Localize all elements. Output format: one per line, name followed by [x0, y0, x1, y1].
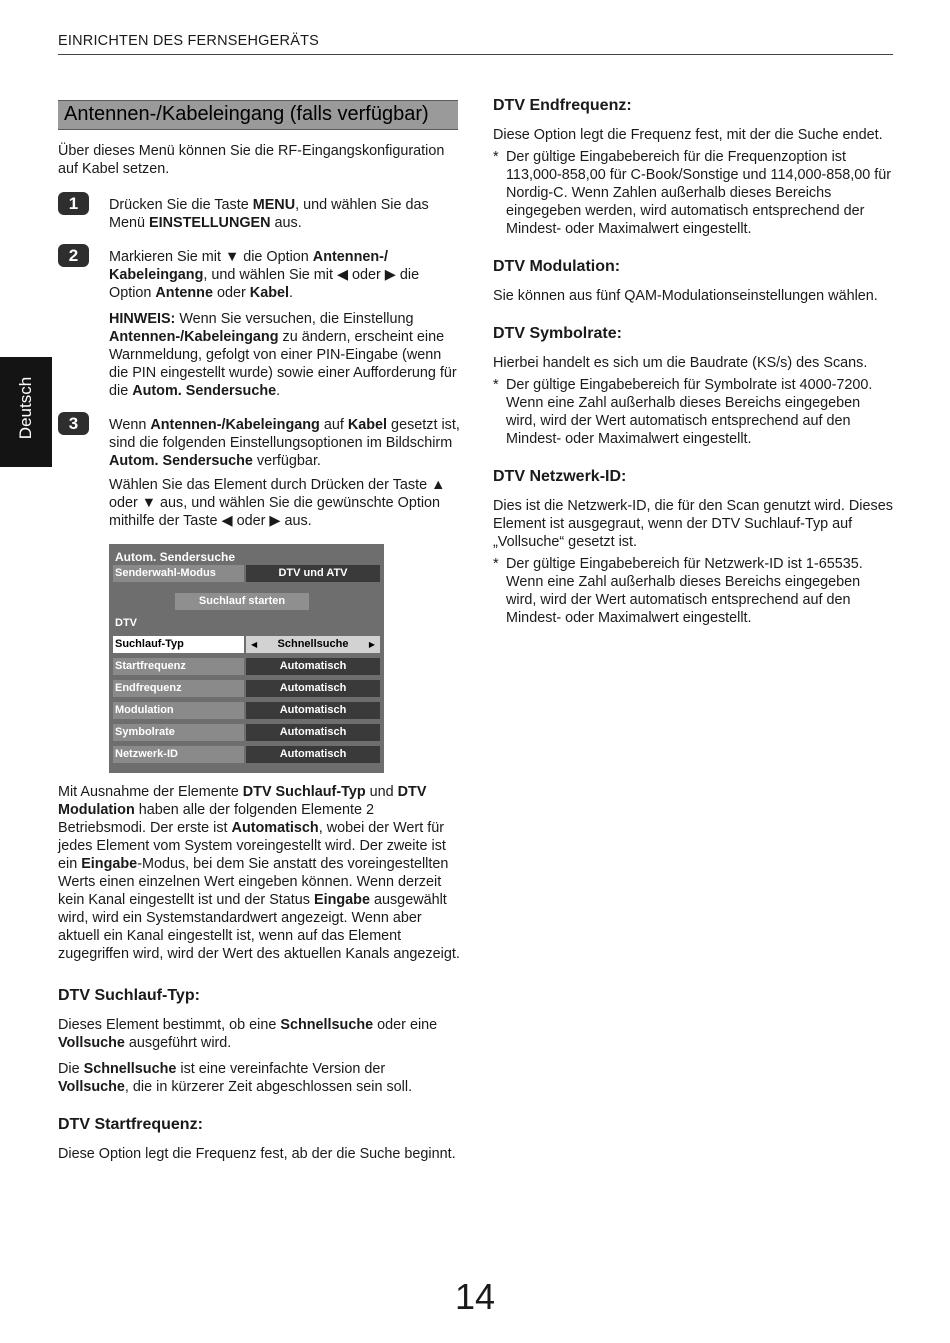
step-2 — [58, 248, 460, 400]
page-header: EINRICHTEN DES FERNSEHGERÄTS — [58, 33, 319, 49]
heading-endfrequenz: DTV Endfrequenz: — [493, 97, 632, 114]
start-scan-button[interactable]: Suchlauf starten — [175, 593, 309, 610]
heading-netzwerk-id: DTV Netzwerk-ID: — [493, 468, 627, 485]
page-number: 14 — [454, 1276, 496, 1317]
step-3-text: Wenn Antennen-/Kabeleingang auf Kabel gesetzt ist, sind die folgenden Einstellungsoptionen im Bildschirm Autom. Sendersuche verfügbar. — [109, 417, 460, 469]
step-1-number: 1 — [58, 192, 89, 215]
menu-row-value[interactable]: Automatisch — [246, 746, 380, 763]
suchlauf-detail: Die Schnellsuche ist eine vereinfachte Version der Vollsuche, die in kürzerer Zeit abgeschlossen sein soll. — [58, 1061, 413, 1095]
left-column — [58, 100, 460, 1163]
suchlauf-text: Dieses Element bestimmt, ob eine Schnellsuche oder eine Vollsuche ausgeführt wird. — [58, 1017, 438, 1051]
netzwerk-note: * Der gültige Eingabebereich für Netzwerk-ID ist 1-65535. Wenn eine Zahl außerhalb dieses Bereichs eingegeben wird, wird der Wert automatisch entsprechend auf den Mindest- oder Maximalwert eingestellt. — [493, 556, 863, 626]
menu-mode-value[interactable]: DTV und ATV — [246, 565, 380, 582]
language-tab — [0, 357, 52, 467]
endfrequenz-text: Diese Option legt die Frequenz fest, mit der die Suche endet. — [493, 127, 883, 143]
menu-row-label[interactable]: Startfrequenz — [113, 658, 244, 675]
section-title: Antennen-/Kabeleingang (falls verfügbar) — [64, 103, 429, 125]
step-3-instructions: Wählen Sie das Element durch Drücken der Taste ▲ oder ▼ aus, und wählen Sie die gewünschte Option mithilfe der Taste ◀ oder ▶ aus. — [109, 477, 446, 529]
step-2-text: Markieren Sie mit ▼ die Option Antennen-/ Kabeleingang, und wählen Sie mit ◀ oder ▶ die Option Antenne oder Kabel. — [109, 249, 420, 301]
right-arrow-icon[interactable]: ▶ — [368, 640, 375, 649]
modulation-text: Sie können aus fünf QAM-Modulationseinstellungen wählen. — [493, 288, 878, 304]
heading-modulation: DTV Modulation: — [493, 258, 621, 275]
intro-text: Über dieses Menü können Sie die RF-Eingangskonfiguration auf Kabel setzen. — [58, 143, 445, 177]
modes-paragraph: Mit Ausnahme der Elemente DTV Suchlauf-Typ und DTV Modulation haben alle der folgenden Elemente 2 Betriebsmodi. Der erste ist Automatisch, wobei der Wert für jedes Element vom System voreingestellt wird. Der zweite ist ein Eingabe-Modus, bei dem Sie anstatt des voreingestellten Werts einen einzelnen Wert eingeben können. Wenn derzeit kein Kanal eingestellt ist und der Status Eingabe ausgewählt wird, wird ein Systemstandardwert angezeigt. Wenn aber aktuell ein Kanal eingestellt ist, wenn auf das Element zugegriffen wird, wird der Wert des aktuellen Kanals angezeigt. — [58, 784, 460, 962]
menu-mode-label[interactable]: Senderwahl-Modus — [113, 565, 244, 582]
menu-title: Autom. Sendersuche — [115, 550, 236, 564]
header-rule — [58, 54, 893, 55]
menu-dtv-label: DTV — [115, 617, 137, 629]
heading-symbolrate: DTV Symbolrate: — [493, 325, 622, 342]
menu-row-value[interactable]: Automatisch — [246, 724, 380, 741]
language-tab-label: Deutsch — [16, 376, 35, 440]
menu-row-value[interactable]: ◀ Schnellsuche ▶ — [246, 636, 380, 653]
endfrequenz-note: * Der gültige Eingabebereich für die Frequenzoption ist 113,000-858,00 für C-Book/Sonstige und 114,000-858,00 für Nordig-C. Wenn Zahlen außerhalb dieses Bereichs eingegeben werden, wird automatisch entsprechend der Mindest- oder Maximalwert eingestellt. — [493, 149, 892, 237]
heading-suchlauf-typ: DTV Suchlauf-Typ: — [58, 987, 200, 1004]
startfrequenz-text: Diese Option legt die Frequenz fest, ab der die Suche beginnt. — [58, 1146, 456, 1162]
menu-row-label[interactable]: Suchlauf-Typ — [113, 636, 244, 653]
menu-row-value[interactable]: Automatisch — [246, 658, 380, 675]
menu-row-label[interactable]: Netzwerk-ID — [113, 746, 244, 763]
menu-row-value[interactable]: Automatisch — [246, 680, 380, 697]
section-title-bar — [58, 100, 458, 130]
step-2-number: 2 — [58, 244, 89, 267]
symbolrate-text: Hierbei handelt es sich um die Baudrate (KS/s) des Scans. — [493, 355, 868, 371]
right-column — [493, 97, 893, 627]
step-3-number: 3 — [58, 412, 89, 435]
menu-row-value[interactable]: Automatisch — [246, 702, 380, 719]
step-1 — [58, 196, 460, 232]
left-arrow-icon[interactable]: ◀ — [251, 640, 258, 649]
auto-tuning-menu — [109, 544, 384, 773]
step-3 — [58, 416, 460, 530]
menu-row-label[interactable]: Modulation — [113, 702, 244, 719]
step-2-note: HINWEIS: Wenn Sie versuchen, die Einstellung Antennen-/Kabeleingang zu ändern, erscheint eine Warnmeldung, gefolgt von einer PIN-Eingabe (wenn die PIN eingestellt wurde) sowie einer Aufforderung für die Autom. Sendersuche. — [109, 311, 457, 399]
netzwerk-text: Dies ist die Netzwerk-ID, die für den Scan genutzt wird. Dieses Element ist ausgegraut, wenn der DTV Suchlauf-Typ auf „Vollsuche“ gesetzt ist. — [493, 498, 893, 550]
step-1-text: Drücken Sie die Taste MENU, und wählen Sie das Menü EINSTELLUNGEN aus. — [109, 197, 429, 231]
menu-row-label[interactable]: Endfrequenz — [113, 680, 244, 697]
menu-row-label[interactable]: Symbolrate — [113, 724, 244, 741]
heading-startfrequenz: DTV Startfrequenz: — [58, 1116, 203, 1133]
symbolrate-note: * Der gültige Eingabebereich für Symbolrate ist 4000-7200. Wenn eine Zahl außerhalb dieses Bereichs eingegeben wird, wird der Wert automatisch entsprechend auf den Mindest- oder Maximalwert eingestellt. — [493, 377, 873, 447]
